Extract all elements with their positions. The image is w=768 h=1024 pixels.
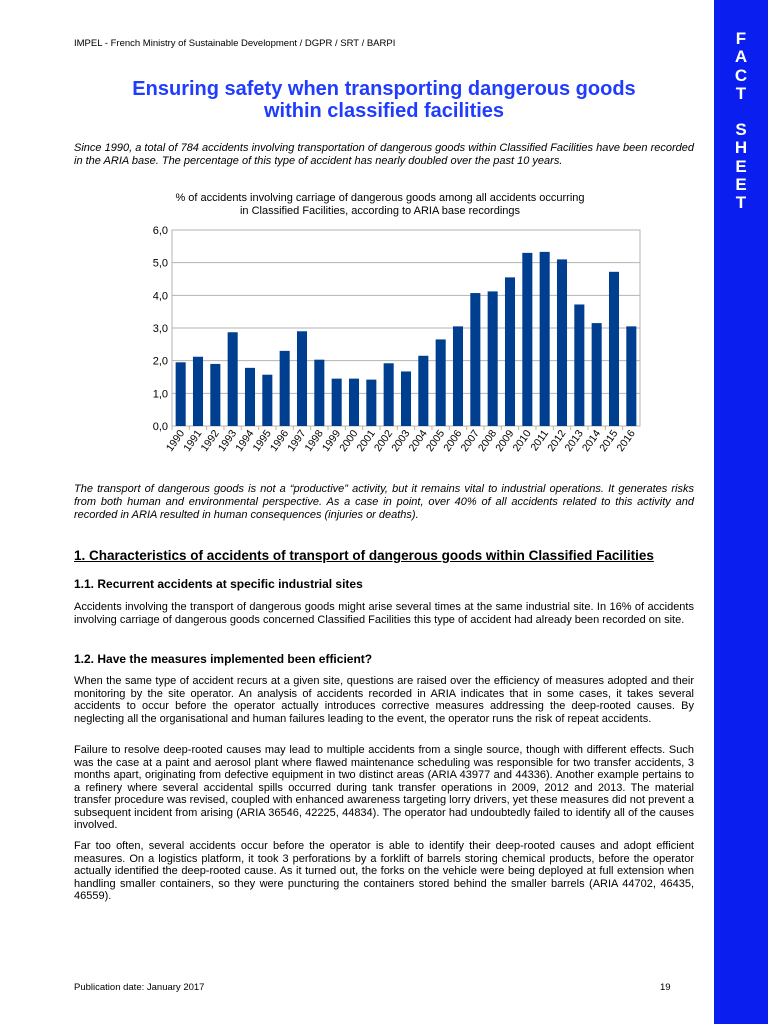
band-letter: H bbox=[734, 138, 748, 158]
data-bar bbox=[332, 379, 342, 426]
data-bar bbox=[592, 323, 602, 426]
chart-title-line1: % of accidents involving carriage of dangerous goods among all accidents occurring bbox=[175, 192, 585, 204]
x-tick-label: 1995 bbox=[250, 427, 274, 454]
page-title-line2: within classified facilities bbox=[263, 100, 505, 122]
x-tick-label: 2011 bbox=[528, 427, 552, 454]
x-tick-label: 2013 bbox=[562, 427, 586, 454]
band-letter: C bbox=[734, 65, 748, 85]
x-tick-label: 1994 bbox=[233, 427, 257, 454]
page-number: 19 bbox=[660, 982, 671, 993]
x-tick-label: 2014 bbox=[579, 427, 604, 454]
data-bar bbox=[436, 339, 446, 426]
x-tick-label: 1998 bbox=[302, 427, 326, 454]
subsection-1-1-paragraph: Accidents involving the transport of dangerous goods might arise several times at the same industrial site. In 16% of accidents involving carriage of dangerous goods concerned Classified Facilities this type of accident had already been recorded on site. bbox=[74, 601, 694, 626]
y-tick-label: 2,0 bbox=[152, 355, 168, 368]
x-tick-label: 2005 bbox=[423, 427, 448, 454]
band-letter: T bbox=[735, 83, 747, 103]
intro-paragraph: Since 1990, a total of 784 accidents involving transportation of dangerous goods within Classified Facilities have been recorded in the ARIA base. The percentage of this type of accident has nearly doubled over the past 10 years. bbox=[74, 142, 694, 167]
data-bar bbox=[401, 371, 411, 426]
y-tick-label: 5,0 bbox=[152, 257, 168, 270]
data-bar bbox=[176, 362, 186, 426]
x-tick-label: 2002 bbox=[371, 427, 396, 454]
data-bar bbox=[366, 380, 376, 426]
publication-date: Publication date: January 2017 bbox=[74, 982, 205, 993]
subsection-1-1-heading: 1.1. Recurrent accidents at specific industrial sites bbox=[74, 577, 363, 591]
y-tick-label: 3,0 bbox=[152, 323, 168, 335]
data-bar bbox=[280, 351, 290, 426]
data-bar bbox=[210, 364, 220, 426]
data-bar bbox=[228, 332, 238, 426]
data-bar bbox=[470, 293, 480, 426]
data-bar bbox=[262, 375, 272, 426]
x-tick-label: 1999 bbox=[319, 427, 344, 454]
x-tick-label: 2008 bbox=[475, 427, 500, 454]
x-tick-label: 1997 bbox=[285, 427, 309, 454]
subsection-1-2-paragraph-3: Far too often, several accidents occur before the operator is able to identify their deep-rooted causes and adopt efficient measures. On a logistics platform, it took 3 perforations by a forklift of barrels storing chemical products, before the operator actually identified the deep-rooted cause. As it turned out, the forks on the vehicle were being deployed at full extension when handling smaller containers, so they were puncturing the containers stored behind the smaller barrels (ARIA 44702, 46435, 46559). bbox=[74, 840, 694, 902]
data-bar bbox=[540, 252, 550, 426]
band-letter: S bbox=[735, 120, 747, 140]
band-letter: T bbox=[735, 193, 747, 213]
y-tick-label: 6,0 bbox=[152, 225, 168, 237]
data-bar bbox=[193, 357, 203, 426]
data-bar bbox=[349, 379, 359, 426]
x-tick-label: 1990 bbox=[163, 427, 188, 454]
x-tick-label: 2004 bbox=[406, 427, 430, 454]
fact-sheet-band bbox=[714, 0, 768, 1024]
x-tick-label: 1992 bbox=[198, 427, 222, 454]
band-letter: F bbox=[735, 29, 747, 48]
band-letter: E bbox=[735, 175, 747, 195]
bar-chart-svg bbox=[100, 188, 660, 478]
page-title-line1: Ensuring safety when transporting dangerous goods bbox=[132, 78, 636, 100]
chart-commentary: The transport of dangerous goods is not a “productive” activity, but it remains vital to industrial operations. It generates risks from both human and environmental perspective. As a case in point, over 40% of all accidents related to this activity and recorded in ARIA resulted in human consequences (injuries or deaths). bbox=[74, 483, 694, 521]
x-tick-label: 1993 bbox=[215, 427, 240, 454]
y-tick-label: 0,0 bbox=[152, 421, 168, 433]
data-bar bbox=[522, 253, 532, 426]
chart-title-line2: in Classified Facilities, according to ARIA base recordings bbox=[239, 205, 521, 217]
subsection-1-2-heading: 1.2. Have the measures implemented been efficient? bbox=[74, 652, 373, 666]
x-tick-label: 2010 bbox=[510, 427, 534, 454]
data-bar bbox=[314, 360, 324, 426]
chart-title bbox=[100, 192, 660, 218]
data-bar bbox=[557, 259, 567, 426]
x-tick-label: 2001 bbox=[354, 427, 378, 454]
data-bar bbox=[453, 326, 463, 426]
data-bar bbox=[384, 363, 394, 426]
fact-sheet-label bbox=[714, 30, 768, 213]
y-tick-label: 1,0 bbox=[152, 388, 168, 401]
subsection-1-2-paragraph-2: Failure to resolve deep-rooted causes may lead to multiple accidents from a single source, though with different effects. Such was the case at a paint and aerosol plant where flawed maintenance scheduling was responsible for two transfer accidents, 3 months apart, originating from defective equipment in two distinct areas (ARIA 43977 and 44336). Another example pertains to a refinery where several accidental spills occurred during tank transfer operations in 2009, 2012 and 2013. The material transfer procedure was revised, coupled with enhanced awareness targeting lorry drivers, yet these measures did not prevent a subsequent incident from arising (ARIA 36546, 42225, 44834). The operator had undoubtedly failed to identify all of the causes involved. bbox=[74, 744, 694, 831]
data-bar bbox=[505, 277, 515, 426]
y-tick-label: 4,0 bbox=[152, 290, 168, 303]
data-bar bbox=[574, 304, 584, 426]
data-bar bbox=[418, 356, 428, 426]
data-bar bbox=[609, 272, 619, 426]
x-tick-label: 1996 bbox=[267, 427, 292, 454]
running-header: IMPEL - French Ministry of Sustainable Development / DGPR / SRT / BARPI bbox=[74, 38, 396, 49]
data-bar bbox=[488, 291, 498, 426]
x-tick-label: 2012 bbox=[545, 427, 569, 454]
band-letter: E bbox=[735, 156, 747, 176]
accident-percentage-chart bbox=[100, 188, 660, 478]
x-tick-label: 2016 bbox=[614, 427, 638, 454]
x-tick-label: 2009 bbox=[493, 427, 517, 454]
data-bar bbox=[297, 331, 307, 426]
subsection-1-2-paragraph-1: When the same type of accident recurs at a given site, questions are raised over the efficiency of measures adopted and their monitoring by the site operator. An analysis of accidents recorded in ARIA indicates that in some cases, it takes several accidents to occur before the operator actually introduces corrective measures addressing the deep-rooted causes. By neglecting all the organisational and human failures leading to the event, the operator runs the risk of repeat accidents. bbox=[74, 675, 694, 725]
x-tick-label: 2000 bbox=[337, 427, 361, 454]
section-1-heading: 1. Characteristics of accidents of transport of dangerous goods within Classified Facilities bbox=[74, 548, 654, 563]
band-letter: A bbox=[734, 47, 748, 67]
data-bar bbox=[626, 326, 636, 426]
x-tick-label: 2003 bbox=[389, 427, 413, 454]
x-tick-label: 2015 bbox=[597, 427, 621, 454]
x-tick-label: 2007 bbox=[458, 427, 482, 454]
page-title bbox=[74, 78, 694, 122]
x-tick-label: 2006 bbox=[441, 427, 465, 454]
data-bar bbox=[245, 368, 255, 426]
x-tick-label: 1991 bbox=[181, 427, 205, 454]
